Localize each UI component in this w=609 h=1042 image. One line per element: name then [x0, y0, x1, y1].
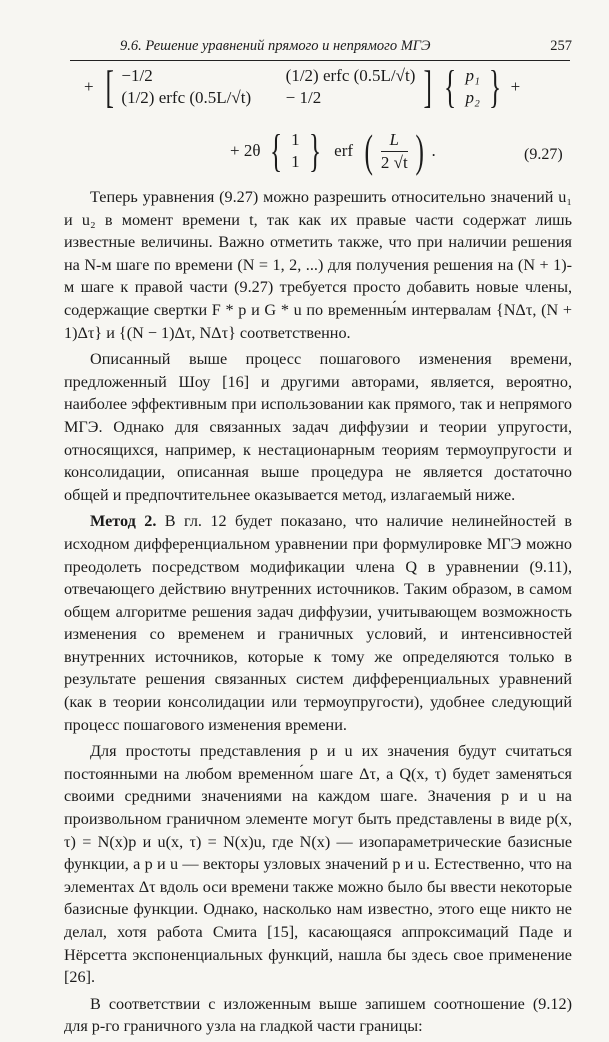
term-prefix: + 2θ	[230, 141, 261, 160]
vector-p2: p₂	[465, 88, 480, 107]
running-header	[70, 38, 570, 61]
right-bracket: ]	[423, 61, 432, 112]
matrix-cell-21: (1/2) erfc (0.5L/√t)	[121, 88, 252, 107]
left-brace-2: {	[269, 125, 282, 176]
fraction-denominator: 2 √t	[380, 152, 408, 172]
equation-number: (9.27)	[524, 146, 563, 163]
left-bracket: [	[105, 61, 114, 112]
equation-line-1	[84, 61, 521, 112]
paragraph-5: В соответствии с изложенным выше запишем соотношение (9.12) для p-го граничного узла на гладкой части границы:	[64, 994, 572, 1036]
erf-function: erf	[334, 141, 354, 160]
vector-p	[466, 65, 480, 109]
matrix-cell-22: − 1/2	[285, 88, 322, 107]
equation-dot: .	[431, 141, 436, 160]
left-brace: {	[444, 61, 457, 112]
paragraph-4: Для простоты представления p и u их значения будут считаться постоянными на любом временно́м шаге Δτ, а Q(x, τ) будет заменяться своими средними значениями на каждом шаге. Значения p и u на произвольном граничном элементе могут быть представлены в виде p(x, τ) = N(x)p и u(x, τ) = N(x)u, где N(x) — изопараметрические базисные функции, а p и u — векторы узловых значений p и u. Естественно, что на элементах Δτ вдоль оси времени также можно было бы ввести некоторые базисные функции. Однако, насколько нам известно, этого еще никто не делал, хотя работа Смита [15], касающаяся аппроксимаций Паде и Нёрсетта экспоненциальных функций, нашла бы здесь свое применение [26].	[64, 742, 572, 987]
unit-vector	[291, 129, 300, 173]
page-number: 257	[550, 38, 572, 54]
plus-sign: +	[84, 77, 94, 96]
paragraph-3-text: В гл. 12 будет показано, что наличие нелинейностей в исходном дифференциальном уравнении при формулировке МГЭ можно преодолеть посредством модификации члена Q в уравнении (9.11), отвечающего действию внутренних источников. Таким образом, в самом общем алгоритме решения задач диффузии, учитывающем возможность изменения со временем и граничных условий, и интенсивностей внутренних источников, которые к тому же определяются только в результате решения связанных систем дифференциальных уравнений (как в теории консолидации или термоупругости), удобнее следующий процесс пошагового изменения времени.	[64, 512, 572, 734]
right-brace: }	[489, 61, 502, 112]
body-text	[64, 186, 572, 1042]
fraction	[381, 129, 408, 174]
matrix-cell-11: −1/2	[121, 66, 153, 85]
paragraph-3	[64, 510, 572, 736]
matrix-cell-12: (1/2) erfc (0.5L/√t)	[285, 66, 416, 85]
left-paren: (	[364, 125, 374, 176]
method-heading: Метод 2.	[90, 512, 157, 531]
matrix	[121, 65, 415, 109]
paragraph-2: Описанный выше процесс пошагового изменения времени, предложенный Шоу [16] и другими авторами, является, вероятно, наиболее эффективным при использовании как прямого, так и непрямого МГЭ. Однако для связанных задач диффузии и теории упругости, относящихся, например, к нестационарным теориям термоупругости и консолидации, описанная выше процедура не является достаточно общей и предпочтительнее оказывается метод, излагаемый ниже.	[64, 350, 572, 504]
trailing-plus: +	[510, 77, 521, 96]
right-brace-2: }	[308, 125, 321, 176]
right-paren: )	[415, 125, 424, 176]
paragraph-1: Теперь уравнения (9.27) можно разрешить относительно значений u₁ и u₂ в момент времени t, так как их правые части содержат лишь известные величины. Важно отметить также, что при наличии решения на N-м шаге по времени (N = 1, 2, ...) для получения решения на (N + 1)-м шаге к правой части (9.27) требуется просто добавить новые члены, содержащие свертки F * p и G * u по временны́м интервалам {NΔτ, (N + 1)Δτ} и {(N − 1)Δτ, NΔτ} соответственно.	[64, 188, 572, 342]
fraction-numerator: L	[381, 129, 408, 152]
unit-vector-1: 1	[291, 130, 300, 149]
vector-p1: p₁	[465, 66, 480, 85]
equation-line-2	[230, 125, 436, 176]
section-title: 9.6. Решение уравнений прямого и непрямого МГЭ	[120, 38, 431, 54]
unit-vector-2: 1	[291, 152, 300, 171]
